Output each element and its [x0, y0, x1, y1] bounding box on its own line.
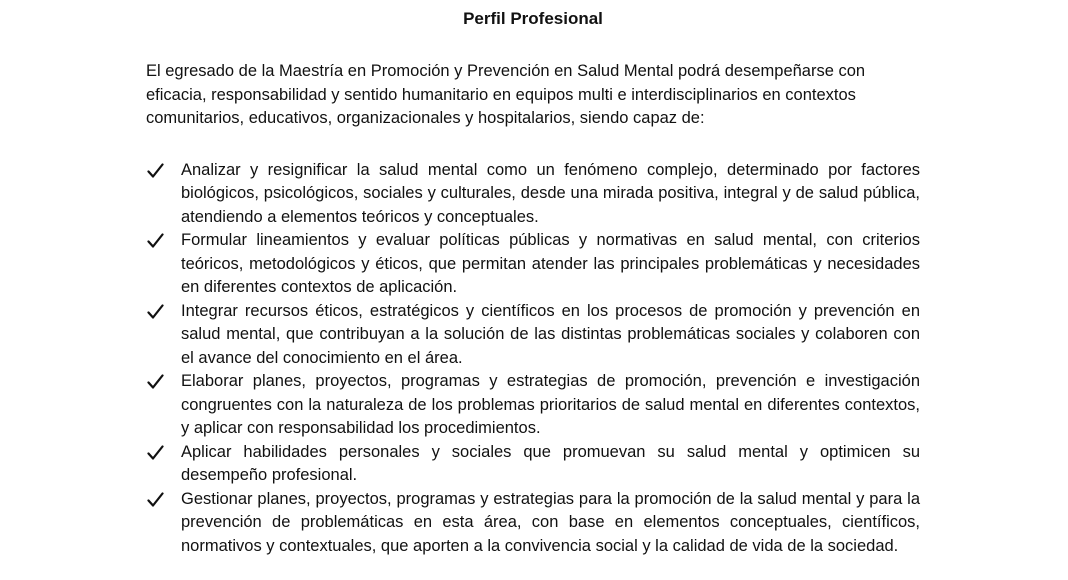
list-item: [146, 229, 920, 300]
list-item-text: Aplicar habilidades personales y sociales que promuevan su salud mental y optimicen su desempeño profesional.: [181, 442, 920, 484]
checkmark-icon: [147, 303, 164, 320]
checkmark-icon: [147, 444, 164, 461]
list-item: [146, 441, 920, 488]
checkmark-icon: [147, 373, 164, 390]
list-item: [146, 488, 920, 559]
list-item-text: Analizar y resignificar la salud mental como un fenómeno complejo, determinado por factores biológicos, psicológicos, sociales y culturales, desde una mirada positiva, integral y de salud pública, atendiendo a elementos teóricos y conceptuales.: [181, 160, 920, 226]
document-page: [146, 0, 920, 558]
profile-list: [146, 159, 920, 559]
list-item-text: Integrar recursos éticos, estratégicos y científicos en los procesos de promoción y prevención en salud mental, que contribuyan a la solución de las distintas problemáticas sociales y colaboren con el avance del conocimiento en el área.: [181, 301, 920, 367]
list-item: [146, 370, 920, 441]
page-title: Perfil Profesional: [463, 9, 603, 28]
list-item: [146, 300, 920, 371]
checkmark-icon: [147, 232, 164, 249]
checkmark-icon: [147, 162, 164, 179]
checkmark-icon: [147, 491, 164, 508]
list-item-text: Gestionar planes, proyectos, programas y estrategias para la promoción de la salud mental y para la prevención de problemáticas en esta área, con base en elementos conceptuales, científicos, normativos y contextuales, que aporten a la convivencia social y la calidad de vida de la sociedad.: [181, 489, 920, 555]
intro-paragraph: El egresado de la Maestría en Promoción y Prevención en Salud Mental podrá desempeñarse con eficacia, responsabilidad y sentido humanitario en equipos multi e interdisciplinarios en contextos comunitarios, educativos, organizacionales y hospitalarios, siendo capaz de:: [146, 62, 866, 127]
list-item-text: Formular lineamientos y evaluar políticas públicas y normativas en salud mental, con criterios teóricos, metodológicos y éticos, que permitan atender las principales problemáticas y necesidades en diferentes contextos de aplicación.: [181, 231, 920, 296]
list-item: [146, 159, 920, 230]
list-item-text: Elaborar planes, proyectos, programas y estrategias de promoción, prevención e investigación congruentes con la naturaleza de los problemas prioritarios de salud mental en diferentes contextos, y aplicar con responsabilidad los procedimientos.: [181, 372, 920, 437]
